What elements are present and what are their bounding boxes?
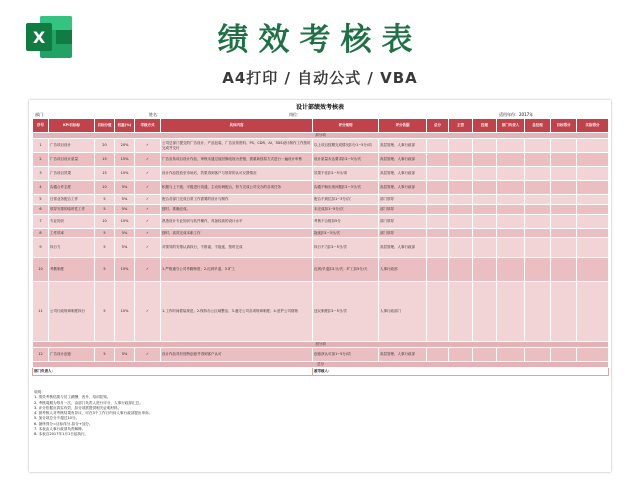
cell-kpi: 广告设计创意 <box>49 348 95 362</box>
cell-no: 5 <box>33 195 49 205</box>
cell-rule: 未完成扣1~5分/次 <box>313 205 379 215</box>
banner <box>0 0 640 95</box>
cell-content: 公司总部门提交的广告设计、产品包装、广告宣传资料、PS、CDR、AI、3DS设计制作工作按时完成并交付 <box>161 139 313 153</box>
section-label: 加分项 <box>33 342 609 348</box>
cell-target: 5 <box>95 282 115 342</box>
cell-target: 10 <box>95 215 115 229</box>
table-row <box>33 153 609 167</box>
cell-target: 5 <box>95 258 115 282</box>
cell-method: ✓ <box>135 215 161 229</box>
cell-target: 15 <box>95 167 115 181</box>
position-label: 岗位： <box>289 112 301 117</box>
cell-method: ✓ <box>135 258 161 282</box>
cell-basis: 高层管理、人事行政部 <box>379 181 427 195</box>
cell-rule: 设计质量未达要求扣1~5分/次 <box>313 153 379 167</box>
cell-no: 10 <box>33 258 49 282</box>
col-header: 总分 <box>427 119 449 133</box>
cell-basis: 高层管理、人事行政部 <box>379 348 427 362</box>
cell-method: ✓ <box>135 282 161 342</box>
cell-rule: 考核不合格扣5分 <box>313 215 379 229</box>
col-header: 总经理 <box>525 119 551 133</box>
sign-left: 部门负责人： <box>33 368 313 376</box>
table-row <box>33 181 609 195</box>
notes <box>34 390 604 438</box>
cell-basis: 高层管理、人事行政部 <box>379 153 427 167</box>
sheet-title: 设计部绩效考核表 <box>295 104 344 111</box>
col-header: 部门负责人 <box>497 119 525 133</box>
cell-rule: 创意获认可加1~5分/项 <box>313 348 379 362</box>
cell-content: 积极与上下级、平级进行沟通，主动协调配合，努力完成公司交办的各项任务 <box>161 181 313 195</box>
cell-rule: 迟到/早退扣1分/次；旷工扣5分/天 <box>313 258 379 282</box>
cell-basis: 部门领导 <box>379 205 427 215</box>
table-row <box>33 195 609 205</box>
table-row <box>33 229 609 238</box>
cell-rule: 违反制度扣1~5分/次 <box>313 282 379 342</box>
section-label: 总分 <box>33 362 609 368</box>
col-header: 序号 <box>33 119 49 133</box>
signature-row <box>33 368 609 376</box>
cell-content: 对领导的安排认真执行，不推诿、不拖延，按时完成 <box>161 238 313 258</box>
cell-no: 1 <box>33 139 49 153</box>
cell-no: 9 <box>33 238 49 258</box>
cell-kpi: 领导安排的临时性工作 <box>49 205 95 215</box>
cell-target: 15 <box>95 153 115 167</box>
page-title: 绩效考核表 <box>217 22 423 58</box>
cell-kpi: 广告项目效果 <box>49 167 95 181</box>
cell-kpi: 广告项目设计质量 <box>49 153 95 167</box>
note-line: 说明： <box>34 390 45 394</box>
cell-method: ✓ <box>135 153 161 167</box>
cell-content: 设计作品投放至市场后，效果得到客户与领导的认可反馈情况 <box>161 167 313 181</box>
cell-method: ✓ <box>135 139 161 153</box>
kpi-table <box>32 118 609 376</box>
table-row <box>33 205 609 215</box>
cell-target: 5 <box>95 238 115 258</box>
cell-content: 1.严格遵守公司考勤制度；2.迟到早退；3.旷工 <box>161 258 313 282</box>
cell-kpi: 专业知识 <box>49 215 95 229</box>
col-header: 主管 <box>449 119 473 133</box>
cell-method: ✓ <box>135 238 161 258</box>
cell-target: 10 <box>95 181 115 195</box>
cell-weight: 5% <box>115 348 135 362</box>
cell-rule: 以上项目按期完成情况扣分1~5分/项 <box>313 139 379 153</box>
cell-weight: 5% <box>115 181 135 195</box>
section-label: 扣分项 <box>33 133 609 139</box>
cell-content: 广告宣传项目设计作品，审核未通过返回修改视为差错，需重新按原方式进行一遍设计审核 <box>161 153 313 167</box>
cell-no: 11 <box>33 282 49 342</box>
cell-weight: 10% <box>115 215 135 229</box>
spreadsheet-preview <box>29 100 611 472</box>
cell-target: 5 <box>95 348 115 362</box>
cell-no: 4 <box>33 181 49 195</box>
cell-weight: 15% <box>115 153 135 167</box>
period-label: 适用年份：2017年 <box>499 112 534 117</box>
cell-no: 6 <box>33 205 49 215</box>
cell-content: 设计作品具有独特创意并得到客户认可 <box>161 348 313 362</box>
sign-right: 被考核人： <box>313 368 609 376</box>
cell-method: ✓ <box>135 195 161 205</box>
cell-content: 配合各部门完成日常工作需要的设计与制作 <box>161 195 313 205</box>
name-label: 姓名： <box>149 112 161 117</box>
cell-basis: 高层管理、人事行政部 <box>379 238 427 258</box>
col-header: 评分依据 <box>379 119 427 133</box>
cell-no: 3 <box>33 167 49 181</box>
cell-kpi: 考勤制度 <box>49 258 95 282</box>
cell-method: ✓ <box>135 348 161 362</box>
cell-basis: 人事行政部 <box>379 258 427 282</box>
cell-weight: 5% <box>115 195 135 205</box>
col-header: 目标得分 <box>551 119 577 133</box>
cell-no: 2 <box>33 153 49 167</box>
cell-target: 5 <box>95 195 115 205</box>
cell-no: 7 <box>33 215 49 229</box>
cell-weight: 10% <box>115 167 135 181</box>
table-header-row <box>33 119 609 133</box>
cell-method: ✓ <box>135 181 161 195</box>
table-row <box>33 282 609 342</box>
cell-basis: 部门领导 <box>379 229 427 238</box>
cell-rule: 配合不到位扣1~3分/次 <box>313 195 379 205</box>
note-line: 4. 被考核人对考核结果有异议，可在3个工作日内向人事行政部提出申诉。 <box>34 411 153 416</box>
cell-basis: 部门领导 <box>379 215 427 229</box>
table-row <box>33 348 609 362</box>
cell-content: 按时、准确完成。 <box>161 205 313 215</box>
cell-kpi: 广告项目设计 <box>49 139 95 153</box>
note-line: 3. 评分依据应真实有效，扣分项需提供相关证明材料。 <box>34 405 122 410</box>
cell-target: 20 <box>95 139 115 153</box>
col-header: 实际得分 <box>577 119 609 133</box>
cell-rule: 执行不力扣1~5分/次 <box>313 238 379 258</box>
cell-no: 8 <box>33 229 49 238</box>
table-row <box>33 238 609 258</box>
cell-target: 5 <box>95 205 115 215</box>
excel-logo-letter: X <box>32 28 46 47</box>
dept-label: 部门： <box>35 112 47 117</box>
cell-weight: 10% <box>115 258 135 282</box>
cell-content: 按时、高效完成本职工作 <box>161 229 313 238</box>
cell-method: ✓ <box>135 205 161 215</box>
cell-basis: 人事行政部门 <box>379 282 427 342</box>
note-line: 7. 本表由人事行政部负责解释。 <box>34 427 86 432</box>
note-line: 8. 本表自2017年1月1日起执行。 <box>34 432 89 437</box>
cell-weight: 10% <box>115 282 135 342</box>
cell-weight: 5% <box>115 238 135 258</box>
cell-basis: 高层管理、人事行政部 <box>379 167 427 181</box>
table-row <box>33 215 609 229</box>
cell-kpi: 执行力 <box>49 238 95 258</box>
cell-content: 熟悉设计专业知识与软件操作，具备较高的设计水平 <box>161 215 313 229</box>
cell-kpi: 工作效率 <box>49 229 95 238</box>
col-header: 经理 <box>473 119 497 133</box>
cell-rule: 拖延扣1~3分/次 <box>313 229 379 238</box>
col-header: KPI目标标 <box>49 119 95 133</box>
table-row <box>33 167 609 181</box>
cell-rule: 效果不佳扣1~5分/项 <box>313 167 379 181</box>
page-subtitle: A4打印 / 自动公式 / VBA <box>222 69 418 87</box>
cell-weight: 20% <box>115 139 135 153</box>
note-line: 1. 绩效考核结果与员工薪酬、晋升、培训挂钩。 <box>34 395 111 400</box>
cell-basis: 部门领导 <box>379 195 427 205</box>
col-header: 目标分值 <box>95 119 115 133</box>
cell-rule: 沟通不畅出现问题扣1~3分/次 <box>313 181 379 195</box>
note-line: 6. 最终得分=目标得分-扣分+加分。 <box>34 421 93 426</box>
cell-no: 12 <box>33 348 49 362</box>
table-row <box>33 258 609 282</box>
col-header: 权重(%) <box>115 119 135 133</box>
cell-kpi: 沟通合作态度 <box>49 181 95 195</box>
cell-kpi: 日常业务配合工作 <box>49 195 95 205</box>
cell-target: 5 <box>95 229 115 238</box>
cell-weight: 5% <box>115 205 135 215</box>
table-row <box>33 139 609 153</box>
note-line: 5. 加分项总分不超过10分。 <box>34 416 80 421</box>
cell-kpi: 公司行政规章制度执行 <box>49 282 95 342</box>
cell-method: ✓ <box>135 167 161 181</box>
cell-basis: 高层管理、人事行政部 <box>379 139 427 153</box>
col-header: 具体内容 <box>161 119 313 133</box>
col-header: 评分规则 <box>313 119 379 133</box>
cell-weight: 5% <box>115 229 135 238</box>
cell-content: 1.工作时间着装规范；2.保持办公区域整洁；3.遵守公司各项规章制度；4.爱护公司财物 <box>161 282 313 342</box>
note-line: 2. 考核周期为每月一次，由部门负责人进行评分，人事行政部汇总。 <box>34 400 143 405</box>
cell-method: ✓ <box>135 229 161 238</box>
col-header: 考核方式 <box>135 119 161 133</box>
